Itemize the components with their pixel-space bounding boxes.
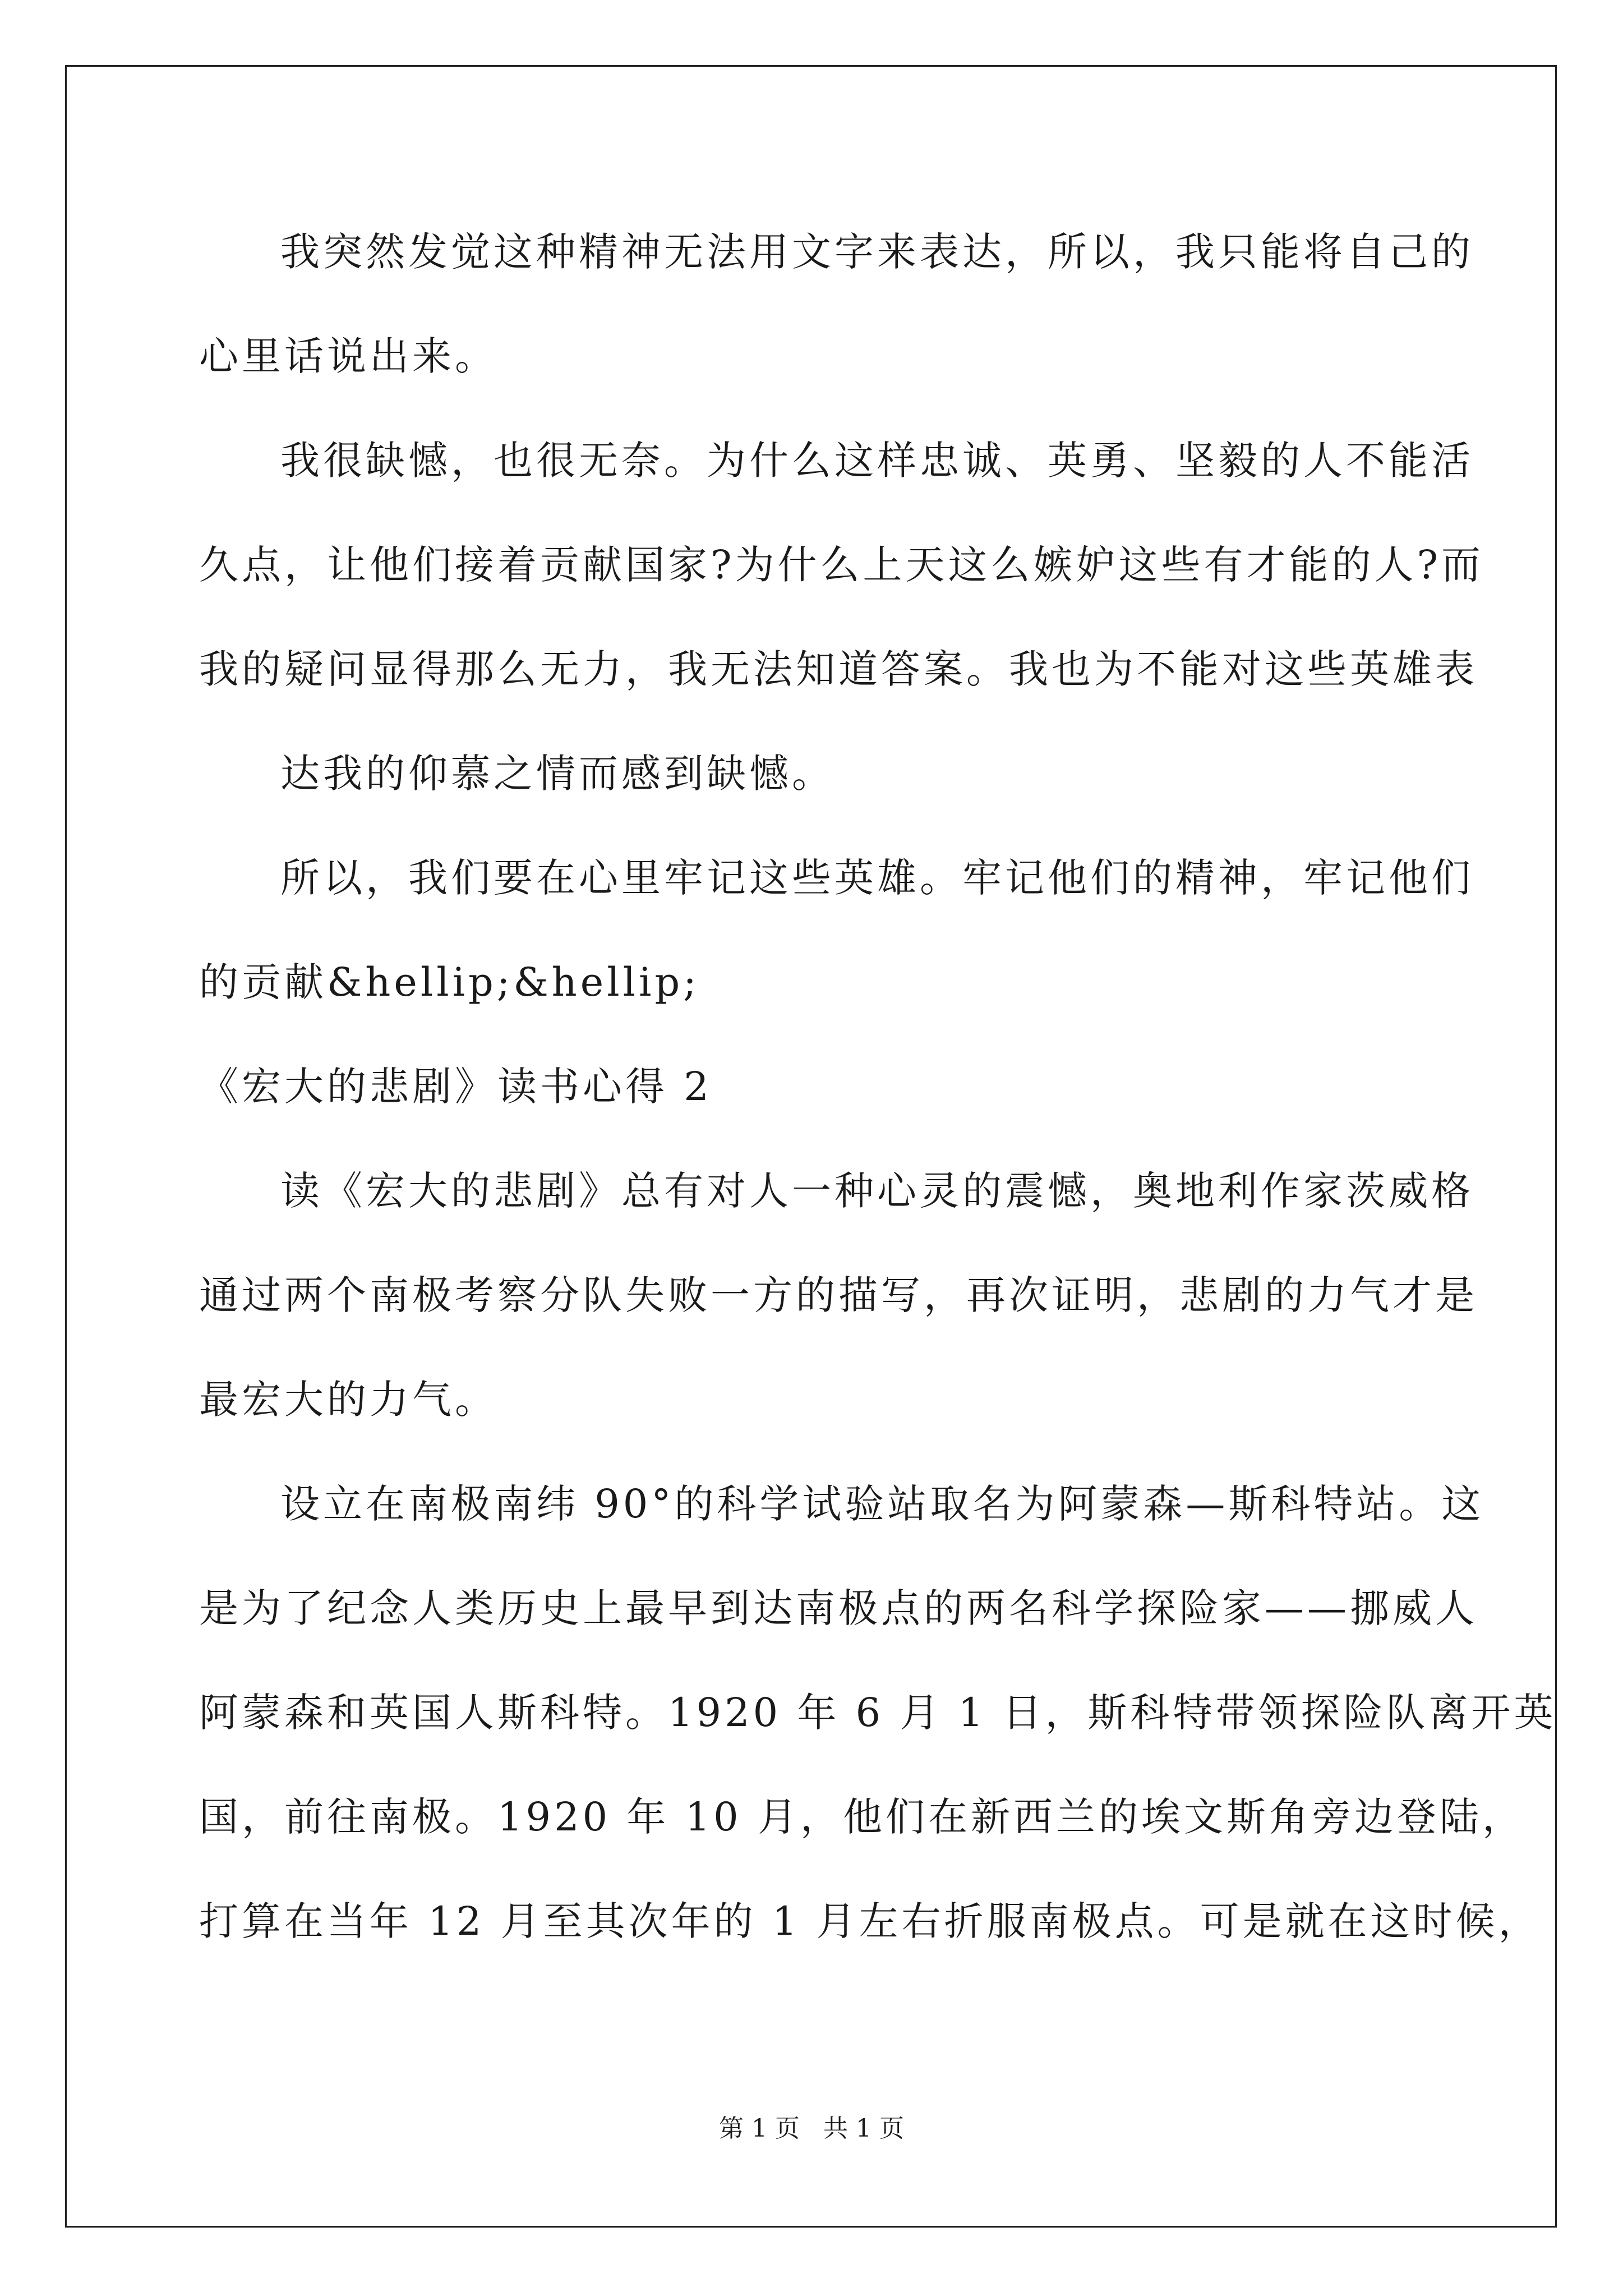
- page-footer: 第 1 页 共 1 页: [719, 2114, 904, 2143]
- paragraph-3-line-2: 的贡献&hellip;&hellip;: [199, 959, 700, 1005]
- paragraph-5-line-2: 是为了纪念人类历史上最早到达南极点的两名科学探险家——挪威人: [199, 1585, 1478, 1631]
- paragraph-2-line-4: 达我的仰慕之情而感到缺憾。: [280, 751, 834, 797]
- section-heading: 《宏大的悲剧》读书心得 2: [199, 1064, 712, 1110]
- paragraph-5-line-1: 设立在南极南纬 90°的科学试验站取名为阿蒙森—斯科特站。这: [280, 1481, 1484, 1527]
- paragraph-4-line-1: 读《宏大的悲剧》总有对人一种心灵的震憾，奥地利作家茨威格: [280, 1168, 1474, 1214]
- paragraph-5-line-4: 国，前往南极。1920 年 10 月，他们在新西兰的埃文斯角旁边登陆，: [199, 1794, 1525, 1840]
- paragraph-1-line-2: 心里话说出来。: [199, 333, 497, 379]
- paragraph-2-line-1: 我很缺憾，也很无奈。为什么这样忠诚、英勇、坚毅的人不能活: [280, 438, 1474, 484]
- paragraph-5-line-5: 打算在当年 12 月至其次年的 1 月左右折服南极点。可是就在这时候，: [199, 1898, 1541, 1944]
- paragraph-3-line-1: 所以，我们要在心里牢记这些英雄。牢记他们的精神，牢记他们: [280, 855, 1474, 901]
- paragraph-2-line-3: 我的疑问显得那么无力，我无法知道答案。我也为不能对这些英雄表: [199, 646, 1478, 692]
- paragraph-1-line-1: 我突然发觉这种精神无法用文字来表达，所以，我只能将自己的: [280, 229, 1474, 275]
- paragraph-4-line-3: 最宏大的力气。: [199, 1377, 497, 1423]
- paragraph-4-line-2: 通过两个南极考察分队失败一方的描写，再次证明，悲剧的力气才是: [199, 1272, 1478, 1318]
- paragraph-5-line-3: 阿蒙森和英国人斯科特。1920 年 6 月 1 日，斯科特带领探险队离开英: [199, 1690, 1557, 1736]
- paragraph-2-line-2: 久点，让他们接着贡献国家?为什么上天这么嫉妒这些有才能的人?而: [199, 542, 1484, 588]
